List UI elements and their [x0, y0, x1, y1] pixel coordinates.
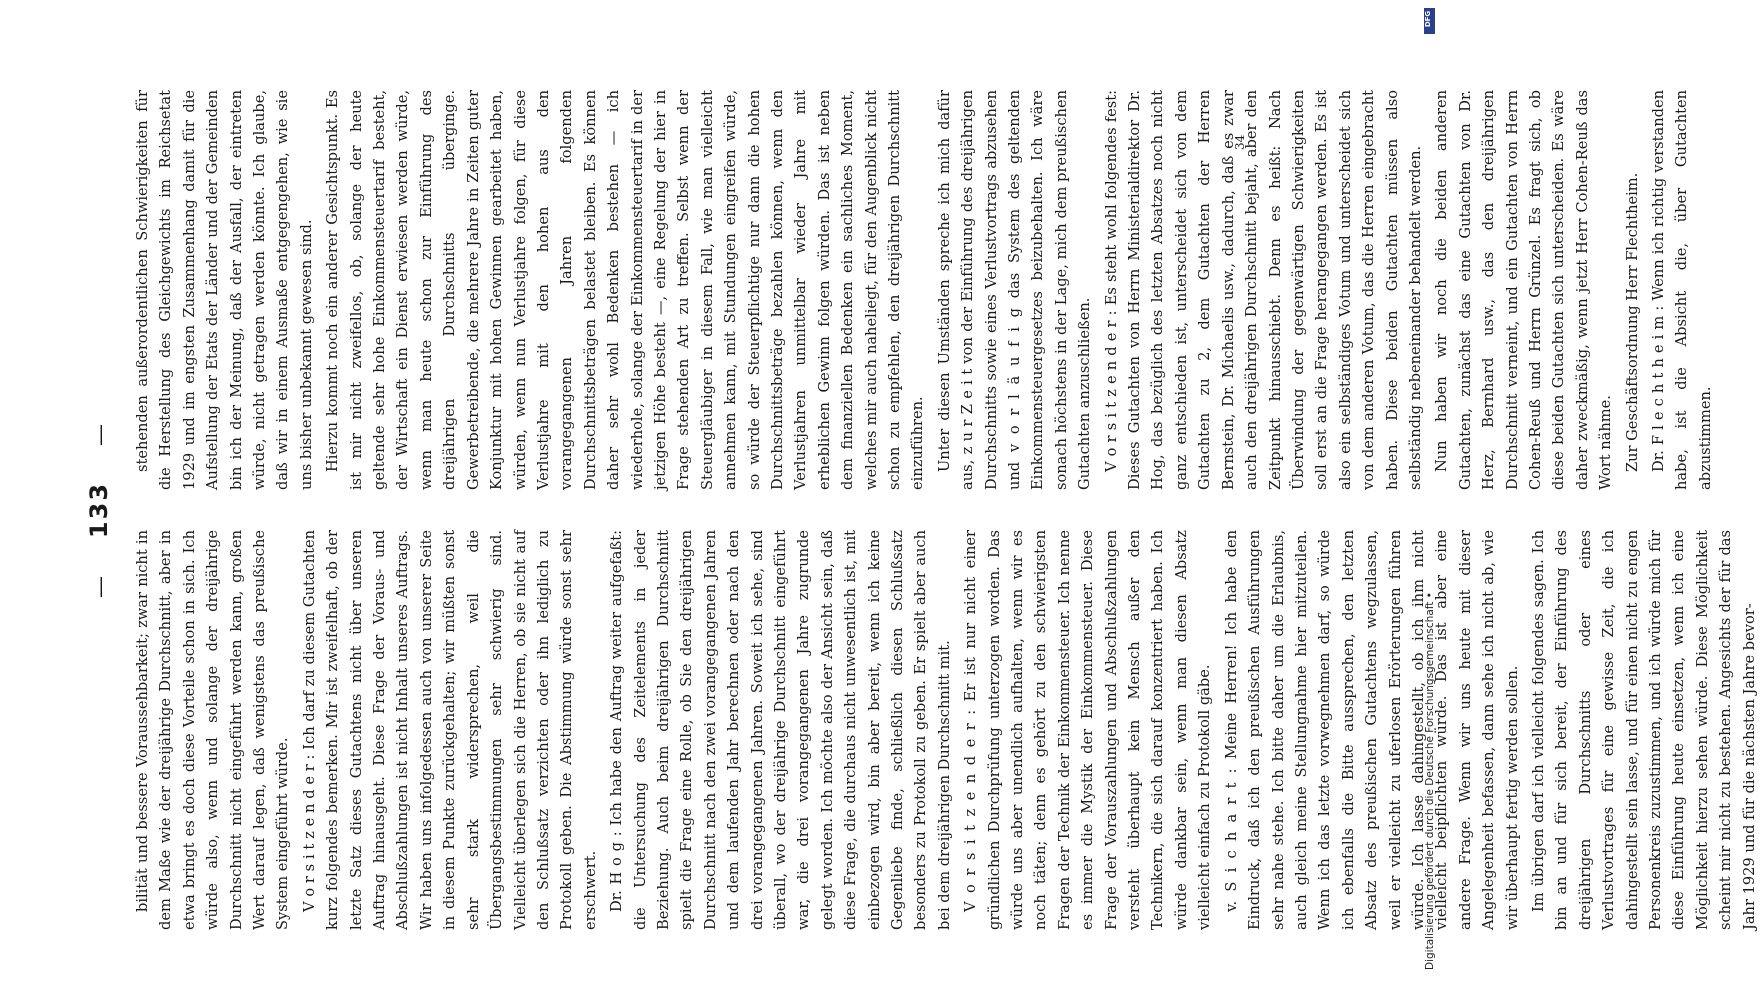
paragraph: V o r s i t z e n d e r : Ich darf zu diesem Gutachten kurz folgendes bemerken. Mir ist zweifelhaft, ob der letzte Satz dieses Gutachtens nicht über unseren Auftrag hinausgeht. Diese Frage der Voraus- und Abschlußzahlungen ist nicht Inhalt unseres Auftrags. Wir haben uns infolgedessen auch von unserer Seite in diesem Punkte zurückgehalten; wir müßten sonst sehr stark widersprechen, weil die Übergangsbestimmungen sehr schwierig sind. Vielleicht überlegen sich die Herren, ob sie nicht auf den Schlußsatz verzichten oder ihn lediglich zu Protokoll geben. Die Abstimmung würde sonst sehr erschwert.: [300, 530, 599, 930]
paragraph: Unter diesen Umständen spreche ich mich dafür aus, z u r Z e i t von der Einführung des dreijährigen Durchschnitts sowie eines Verlustvortrags abzusehen und v o r l ä u f i g das System des geltenden Einkommensteuergesetzes beizubehalten. Ich wäre sonach höchstens in der Lage, mich dem preußischen Gutachten anzuschließen.: [935, 90, 1094, 490]
dfg-logo: DFG: [1424, 8, 1435, 34]
paragraph: stehenden außerordentlichen Schwierigkeiten für die Herstellung des Gleichgewichts im Reichsetat 1929 und im engsten Zusammenhang damit für die Aufstellung der Etats der Länder und der Gemeinden bin ich der Meinung, daß der Ausfall, der eintreten würde, nicht getragen werden könnte. Ich glaube, daß wir in einem Ausmaße entgegengehen, wie sie uns bisher unbekannt gewesen sind.: [134, 90, 315, 490]
page-header: [85, 90, 125, 930]
paragraph: Im übrigen darf ich vielleicht folgendes sagen. Ich bin an und für sich bereit, der Einführung des dreijährigen Durchschnitts oder eines Verlustvortrages für eine gewisse Zeit, die ich dahingestellt sein lasse, und für einen nicht zu engen Personenkreis zuzustimmen, und ich würde mich für diese Einführung heute einsetzen, wenn ich eine Möglichkeit hierzu sehen würde. Diese Möglichkeit scheint mir nicht zu bestehen. Angesichts der für das Jahr 1929 und für die nächsten Jahre bevor-: [1529, 530, 1758, 930]
paragraph: Nun haben wir noch die beiden anderen Gutachten, zunächst das eine Gutachten von Dr. Herz, Bernhard usw., das den dreijährigen Durchschnitt verneint, und ein Gutachten von Herrn Cohen-Reuß und Herrn Grünzel. Es fragt sich, ob diese beiden Gutachten sich unterscheiden. Es wäre daher zweckmäßig, wenn jetzt Herr Cohen-Reuß das Wort nähme.: [1433, 90, 1615, 490]
paragraph: Hierzu kommt noch ein anderer Gesichtspunkt. Es ist mir nicht zweifellos, ob, solange der heute geltende sehr hohe Einkommensteuertarif besteht, der Wirtschaft ein Dienst erwiesen werden würde, wenn man heute schon zur Einführung des dreijährigen Durchschnitts überginge. Gewerbetreibende, die mehrere Jahre in Zeiten guter Konjunktur mit hohen Gewinnen gearbeitet haben, würden, wenn nun Verlustjahre folgen, für diese Verlustjahre mit den hohen aus den vorangegangenen Jahren folgenden Durchschnittsbeträgen belastet bleiben. Es können daher sehr wohl Bedenken bestehen — ich wiederhole, solange der Einkommensteuertarif in der jetzigen Höhe besteht —, eine Regelung der hier in Frage stehenden Art zu treffen. Selbst wenn der Steuergläubiger in diesem Fall, wie man vielleicht annehmen kann, mit Stundungen eingreifen würde, so würde der Steuerpflichtige nur dann die hohen Durchschnittsbeträge bezahlen können, wenn den Verlustjahren unmittelbar wieder Jahre mit erheblichen Gewinn folgen würden. Das ist neben dem finanziellen Bedenken ein sachliches Moment, welches mir auch naheliegt, für den Augenblick nicht schon zu empfehlen, den dreijährigen Durchschnitt einzuführen.: [324, 90, 927, 490]
footer-number: 34: [1233, 134, 1247, 150]
paragraph: v. S i c h a r t : Meine Herren! Ich habe den Eindruck, daß ich den preußischen Ausführungen sehr nahe stehe. Ich bitte daher um die Erlaubnis, auch gleich meine Stellungnahme hier mitzuteilen. Wenn ich das letzte vorwegnehmen darf, so würde ich ebenfalls die Bitte aussprechen, den letzten Absatz des preußischen Gutachtens wegzulassen, weil er vielleicht zu uferlosen Erörterungen führen würde. Ich lasse dahingestellt, ob ich ihm nicht vielleicht beipflichten würde. Das ist aber eine andere Frage. Wenn wir uns heute mit dieser Angelegenheit befassen, dann sehe ich nicht ab, wie wir überhaupt fertig werden sollen.: [1222, 530, 1521, 930]
paragraph: Dr. H o g : Ich habe den Auftrag weiter aufgefaßt: die Untersuchung des Zeitelements in jeder Beziehung. Auch beim dreijährigen Durchschnitt spielt die Frage eine Rolle, ob Sie den dreijährigen Durchschnitt nach den zwei vorangegangenen Jahren und dem laufenden Jahr berechnen oder nach den drei vorangegangenen Jahren. Soweit ich sehe, sind überall, wo der dreijährige Durchschnitt eingeführt war, die drei vorangegangenen Jahre zugrunde gelegt worden. Ich möchte also der Ansicht sein, daß diese Frage, die durchaus nicht unwesentlich ist, mit einbezogen wird, bin aber bereit, wenn ich keine Gegenliebe finde, schließlich diesen Schlußsatz besonders zu Protokoll zu geben. Er spielt aber auch bei dem dreijährigen Durchschnitt mit.: [608, 530, 953, 930]
credit-text: Digitalisierung gefördert durch die Deutsche Forschungsgemeinschaft •: [1424, 592, 1436, 970]
paragraph: Zur Geschäftsordnung Herr Flechtheim.: [1623, 172, 1641, 472]
paragraph: V o r s i t z e n d e r : Er ist nur nicht einer gründlichen Durchprüfung unterzogen worden. Das würde uns aber unendlich aufhalten, wenn wir es noch täten; denn es gehört zu den schwierigsten Fragen der Technik der Einkommensteuer. Ich nenne es immer die Mystik der Einkommensteuer. Diese Frage der Vorauszahlungen und Abschlußzahlungen versteht überhaupt kein Mensch außer den Technikern, die sich darauf konzentriert haben. Ich würde dankbar sein, wenn man diesen Absatz vielleicht einfach zu Protokoll gäbe.: [962, 530, 1214, 930]
paragraph: V o r s i t z e n d e r : Es steht wohl folgendes fest: Dieses Gutachten von Herrn Ministerialdirektor Dr. Hog, das bezüglich des letzten Absatzes noch nicht ganz entschieden ist, unterscheidet sich von dem Gutachten zu 2, dem Gutachten der Herren Bernstein, Dr. Michaelis usw., dadurch, daß es zwar auch den dreijährigen Durchschnitt bejaht, aber den Zeitpunkt hinausschiebt. Denn es heißt: Nach Überwindung der gegenwärtigen Schwierigkeiten soll erst an die Frage herangegangen werden. Es ist also ein selbständiges Votum und unterscheidet sich von dem anderen Votum, das die Herren eingebracht haben. Diese beiden Gutachten müssen also selbständig nebeneinander behandelt werden.: [1102, 90, 1424, 490]
page-number: 133: [85, 481, 113, 539]
paragraph: Dr. F l e c h t h e i m : Wenn ich richtig verstanden habe, ist die Absicht die, über Gutachten abzustimmen.: [1650, 90, 1714, 490]
digitization-credit: [1424, 5, 1444, 995]
header-dash-right: —: [88, 421, 113, 446]
left-column: [131, 530, 1764, 930]
paragraph: bilität und bessere Voraussehbarkeit; zwar nicht in dem Maße wie der dreijährige Durchschnitt, aber in etwa bringt es doch diese Vorteile schon in sich. Ich würde also, wenn und solange der dreijährige Durchschnitt nicht eingeführt werden kann, großen Wert darauf legen, daß wenigstens das preußische System eingeführt würde.: [134, 530, 292, 930]
header-dash-left: —: [88, 574, 113, 599]
right-column: [131, 90, 1720, 490]
